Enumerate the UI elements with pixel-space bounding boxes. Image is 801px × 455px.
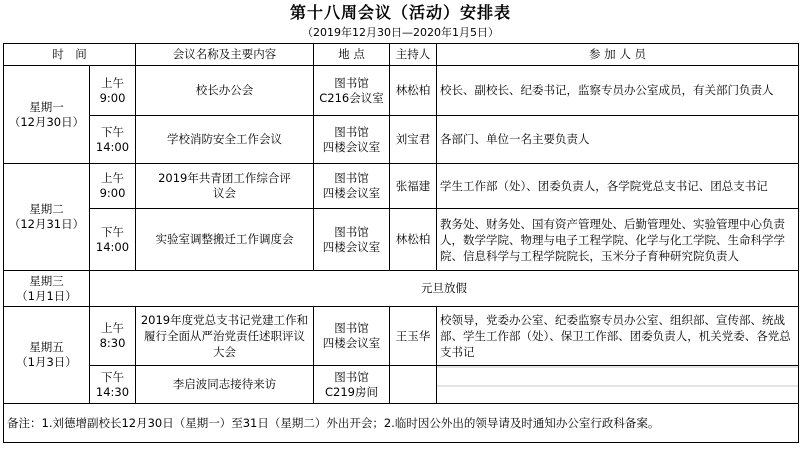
header-attendees: 参 加 人 员 — [437, 44, 799, 66]
place-cell — [314, 164, 390, 209]
header-time: 时 间 — [4, 44, 136, 66]
header-row — [4, 44, 799, 66]
table-row — [4, 164, 799, 209]
place-room: C216会议室 — [319, 90, 384, 105]
place-building: 图书馆 — [334, 224, 369, 239]
day-cell-tuesday — [4, 164, 90, 271]
attendees-cell — [437, 366, 799, 404]
host-cell: 林松柏 — [390, 66, 437, 116]
schedule-table — [3, 43, 799, 443]
meeting-name: 2019年度党总支书记党建工作和履行全面从严治党责任述职评议大会 — [136, 307, 314, 366]
host-cell — [390, 366, 437, 404]
place-cell — [314, 116, 390, 164]
host-cell: 林松柏 — [390, 209, 437, 271]
day-cell-wednesday — [4, 271, 90, 307]
meeting-name: 校长办公会 — [136, 66, 314, 116]
place-cell — [314, 366, 390, 404]
time-slot — [90, 66, 136, 116]
period-label: 上午 — [101, 75, 124, 90]
attendees-cell: 各部门、单位一名主要负责人 — [437, 116, 799, 164]
place-cell — [314, 209, 390, 271]
day-name: 星期一 — [29, 99, 64, 114]
time-label: 14:00 — [95, 239, 130, 254]
place-room: 四楼会议室 — [322, 239, 381, 254]
table-row — [4, 116, 799, 164]
period-label: 下午 — [101, 369, 124, 384]
header-place: 地 点 — [314, 44, 390, 66]
day-date: （12月31日） — [8, 217, 85, 231]
note-text: 备注：1.刘德增副校长12月30日（星期一）至31日（星期二）外出开会；2.临时因公外出的领导请及时通知办公室行政科备案。 — [4, 404, 799, 443]
attendees-cell: 校领导，党委办公室、纪委监察专员办公室、组织部、宣传部、统战部、学生工作部（处）、保卫工作部、团委负责人，机关党委、各党总支书记 — [437, 307, 799, 366]
time-label: 9:00 — [99, 90, 126, 105]
time-label: 14:30 — [95, 384, 130, 399]
time-label: 14:00 — [95, 139, 130, 154]
table-row — [4, 209, 799, 271]
host-cell: 王玉华 — [390, 307, 437, 366]
day-name: 星期三 — [29, 273, 64, 288]
meeting-name: 2019年共青团工作综合评议会 — [136, 164, 314, 209]
header-host: 主持人 — [390, 44, 437, 66]
place-room: 四楼会议室 — [322, 336, 381, 350]
time-label: 9:00 — [99, 186, 126, 200]
day-cell-friday — [4, 307, 90, 404]
period-label: 上午 — [101, 171, 124, 185]
time-slot — [90, 164, 136, 209]
holiday-cell: 元旦放假 — [90, 271, 799, 307]
day-date: （12月30日） — [8, 114, 85, 129]
table-row — [4, 271, 799, 307]
day-date: （1月3日） — [16, 355, 77, 369]
time-slot — [90, 307, 136, 366]
note-row — [4, 404, 799, 443]
period-label: 上午 — [101, 321, 124, 335]
attendees-cell: 学生工作部（处）、团委负责人，各学院党总支书记、团总支书记 — [437, 164, 799, 209]
place-room: 四楼会议室 — [322, 139, 381, 154]
host-cell: 张福建 — [390, 164, 437, 209]
day-name: 星期五 — [29, 340, 64, 354]
time-slot — [90, 209, 136, 271]
day-name: 星期二 — [29, 202, 64, 216]
day-cell-monday — [4, 66, 90, 164]
place-room: 四楼会议室 — [322, 186, 381, 200]
place-cell — [314, 307, 390, 366]
place-building: 图书馆 — [334, 171, 369, 185]
time-slot — [90, 116, 136, 164]
attendees-cell: 校长、副校长、纪委书记，监察专员办公室成员，有关部门负责人 — [437, 66, 799, 116]
period-label: 下午 — [101, 124, 124, 139]
place-building: 图书馆 — [334, 369, 369, 384]
place-building: 图书馆 — [334, 124, 369, 139]
header-meeting: 会议名称及主要内容 — [136, 44, 314, 66]
table-row — [4, 66, 799, 116]
meeting-name: 学校消防安全工作会议 — [136, 116, 314, 164]
host-cell: 刘宝君 — [390, 116, 437, 164]
attendees-cell: 教务处、财务处、国有资产管理处、后勤管理处、实验管理中心负责人，数学学院、物理与电子工程学院、化学与化工学院、生命科学学院、信息科学与工程学院院长，玉米分子育种研究院负责人 — [437, 209, 799, 271]
meeting-name: 李启波同志接待来访 — [136, 366, 314, 404]
meeting-name: 实验室调整搬迁工作调度会 — [136, 209, 314, 271]
place-cell — [314, 66, 390, 116]
time-label: 8:30 — [99, 336, 126, 350]
page-title: 第十八周会议（活动）安排表 — [289, 3, 511, 22]
place-room: C219房间 — [325, 384, 378, 399]
place-building: 图书馆 — [334, 321, 369, 335]
table-row — [4, 307, 799, 366]
period-label: 下午 — [101, 224, 124, 239]
time-slot — [90, 366, 136, 404]
page-subtitle: （2019年12月30日—2020年1月5日） — [302, 26, 499, 39]
place-building: 图书馆 — [334, 75, 369, 90]
day-date: （1月1日） — [16, 288, 77, 303]
table-row — [4, 366, 799, 404]
